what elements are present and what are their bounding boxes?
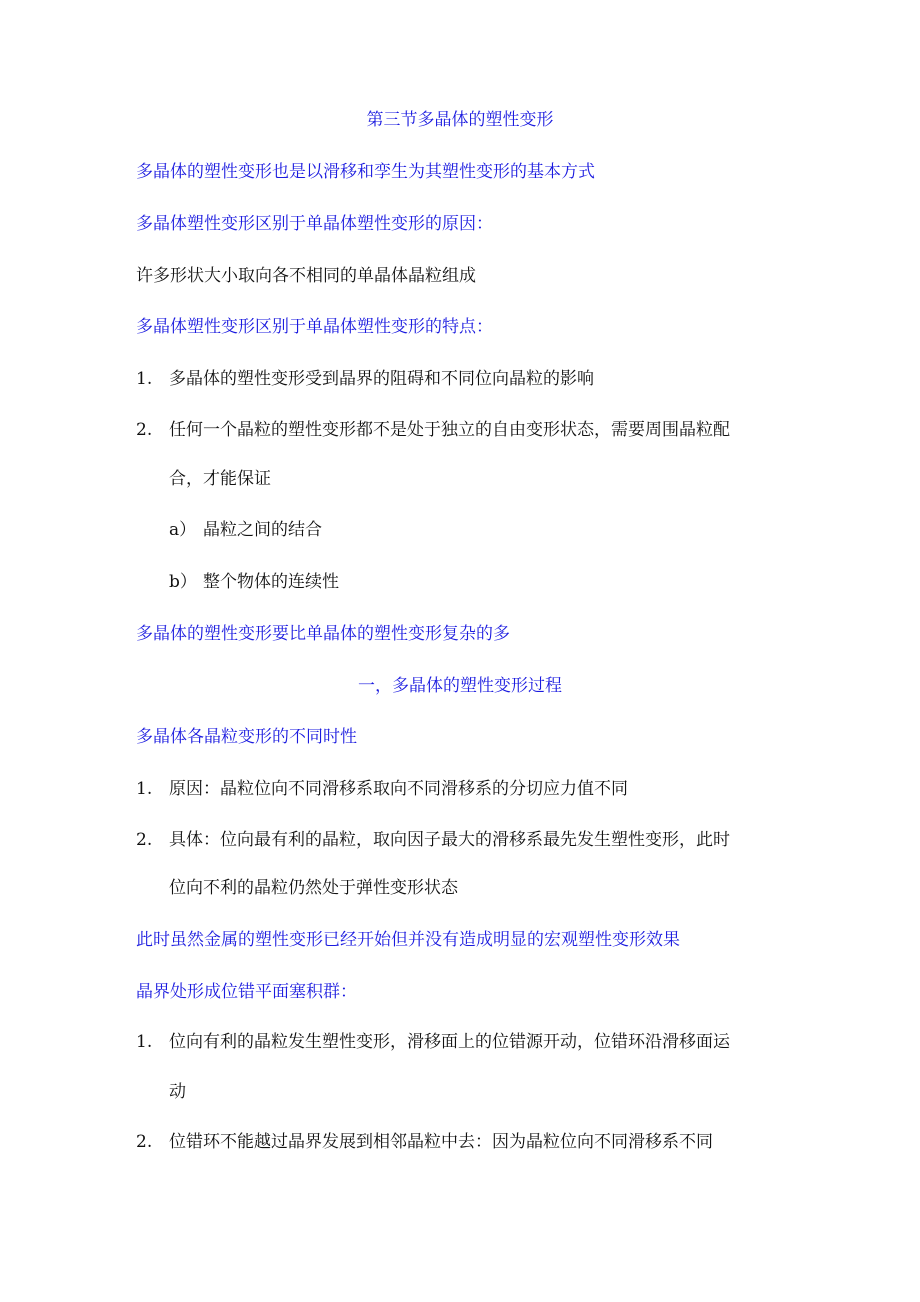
- complex-note: 多晶体的塑性变形要比单晶体的塑性变形复杂的多: [136, 624, 510, 644]
- feature-1-number: 1.: [136, 369, 153, 389]
- timing-2-number: 2.: [136, 830, 153, 850]
- timing-1-number: 1.: [136, 779, 153, 799]
- feature-2-number: 2.: [136, 420, 153, 440]
- feature-1-text: 多晶体的塑性变形受到晶界的阻碍和不同位向晶粒的影响: [169, 369, 594, 389]
- sub-item-a-label: a）: [169, 520, 197, 540]
- pileup-2-number: 2.: [136, 1132, 153, 1152]
- timing-2-text: 具体：位向最有利的晶粒，取向因子最大的滑移系最先发生塑性变形，此时: [169, 830, 730, 850]
- sub-item-b-label: b）: [169, 572, 197, 592]
- timing-2-continuation: 位向不利的晶粒仍然处于弹性变形状态: [169, 878, 458, 898]
- features-heading: 多晶体塑性变形区别于单晶体塑性变形的特点：: [136, 317, 493, 337]
- intro-paragraph: 多晶体的塑性变形也是以滑移和孪生为其塑性变形的基本方式: [136, 162, 595, 182]
- sub-item-a-text: 晶粒之间的结合: [203, 520, 322, 540]
- reason-heading: 多晶体塑性变形区别于单晶体塑性变形的原因：: [136, 214, 493, 234]
- feature-2-continuation: 合，才能保证: [169, 469, 271, 489]
- macro-note: 此时虽然金属的塑性变形已经开始但并没有造成明显的宏观塑性变形效果: [136, 930, 680, 950]
- pileup-1-number: 1.: [136, 1032, 153, 1052]
- sub-item-b-text: 整个物体的连续性: [203, 572, 339, 592]
- timing-heading: 多晶体各晶粒变形的不同时性: [136, 727, 357, 747]
- reason-text: 许多形状大小取向各不相同的单晶体晶粒组成: [136, 266, 476, 286]
- pileup-heading: 晶界处形成位错平面塞积群：: [136, 982, 357, 1002]
- page-title: 第三节多晶体的塑性变形: [366, 110, 554, 130]
- section-1-title: 一，多晶体的塑性变形过程: [358, 676, 562, 696]
- feature-2-text: 任何一个晶粒的塑性变形都不是处于独立的自由变形状态，需要周围晶粒配: [169, 420, 730, 440]
- pileup-1-continuation: 动: [169, 1082, 186, 1102]
- pileup-2-text: 位错环不能越过晶界发展到相邻晶粒中去：因为晶粒位向不同滑移系不同: [169, 1132, 713, 1152]
- pileup-1-text: 位向有利的晶粒发生塑性变形，滑移面上的位错源开动，位错环沿滑移面运: [169, 1032, 730, 1052]
- timing-1-text: 原因：晶粒位向不同滑移系取向不同滑移系的分切应力值不同: [169, 779, 628, 799]
